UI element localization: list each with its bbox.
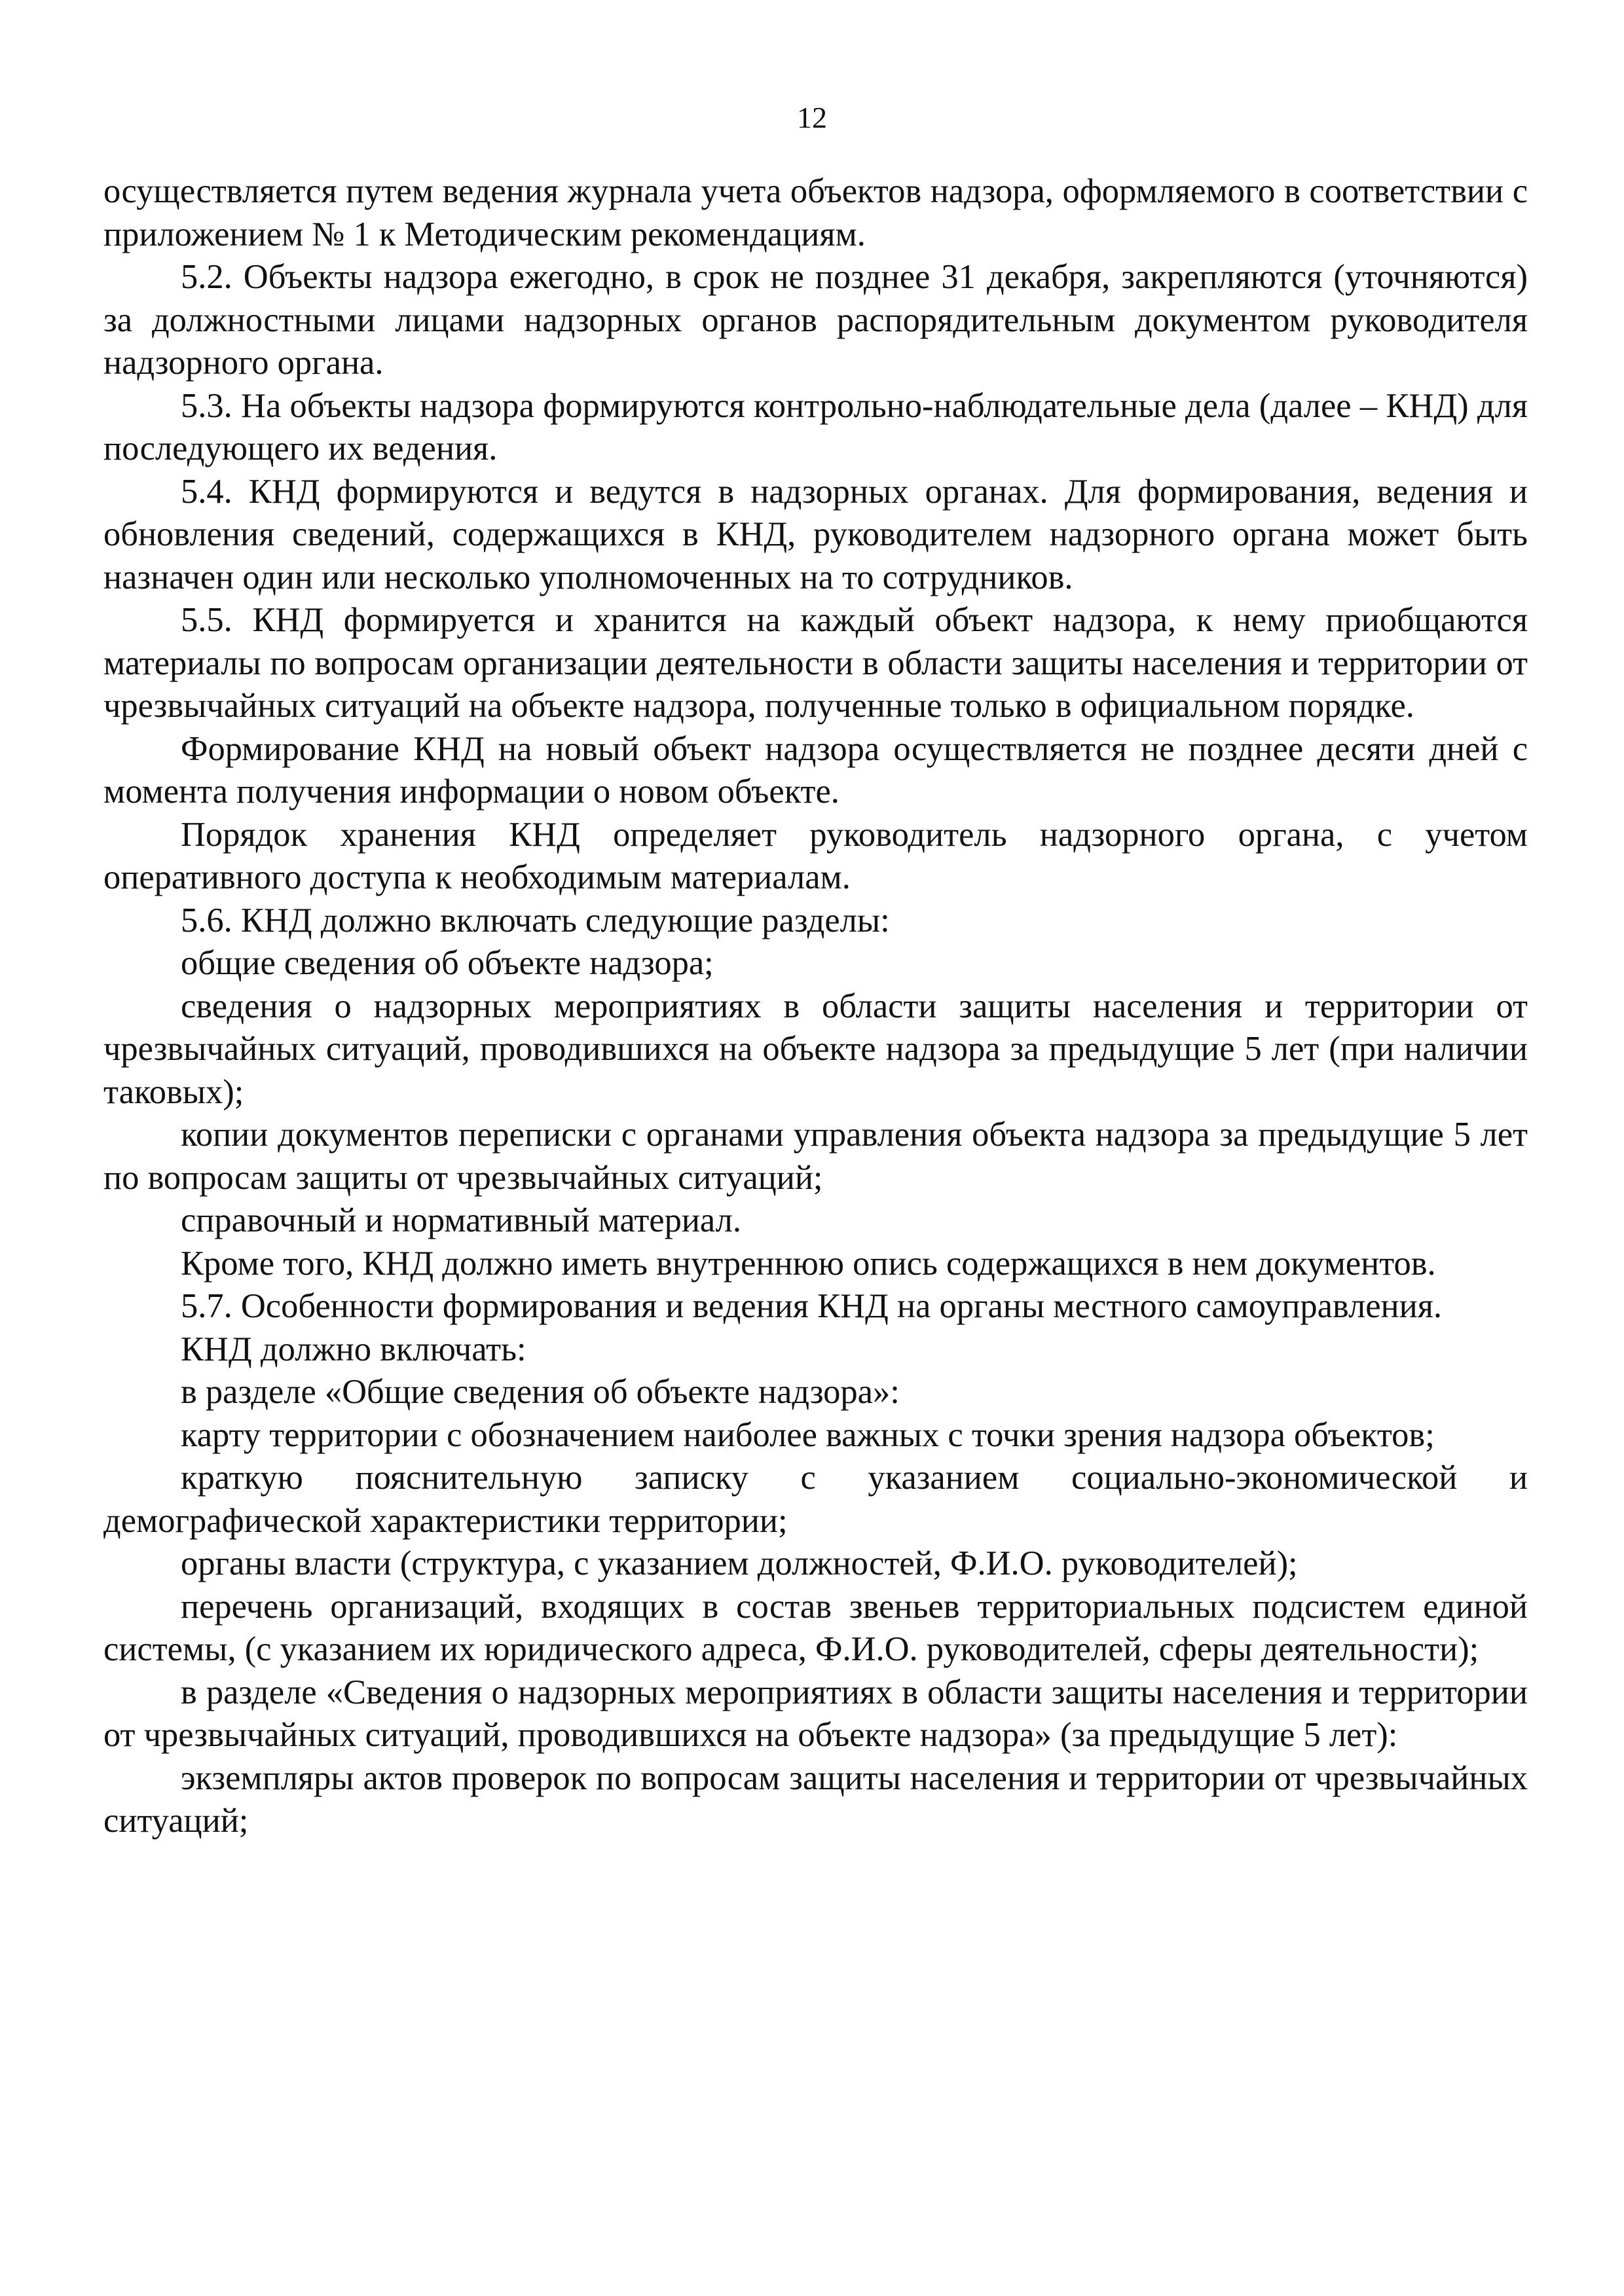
paragraph-5-2: 5.2. Объекты надзора ежегодно, в срок не позднее 31 декабря, закрепляются (уточняются) за должностными лицами надзорных органов распорядительным документом руководителя надзорного органа. [103,258,1528,382]
section-supervision-events: в разделе «Сведения о надзорных мероприятиях в области защиты населения и территории от чрезвычайных ситуаций, проводившихся на объекте надзора» (за предыдущие 5 лет): [103,1673,1528,1754]
list-item: справочный и нормативный материал. [181,1201,741,1239]
list-item: сведения о надзорных мероприятиях в области защиты населения и территории от чрезвычайных ситуаций, проводившихся на объекте надзора за предыдущие 5 лет (при наличии таковых); [103,987,1528,1111]
paragraph-storage: Порядок хранения КНД определяет руководитель надзорного органа, с учетом оперативного доступа к необходимым материалам. [103,815,1528,896]
paragraph-5-4: 5.4. КНД формируются и ведутся в надзорных органах. Для формирования, ведения и обновления сведений, содержащихся в КНД, руководителем надзорного органа может быть назначен один или несколько уполномоченных на то сотрудников. [103,472,1528,596]
list-item: перечень организаций, входящих в состав звеньев территориальных подсистем единой системы, (с указанием их юридического адреса, Ф.И.О. руководителей, сферы деятельности); [103,1587,1528,1668]
paragraph-knd-includes: КНД должно включать: [181,1330,526,1368]
paragraph-5-5: 5.5. КНД формируется и хранится на каждый объект надзора, к нему приобщаются материалы по вопросам организации деятельности в области защиты населения и территории от чрезвычайных ситуаций на объекте надзора, полученные только в официальном порядке. [103,601,1528,725]
list-item: органы власти (структура, с указанием должностей, Ф.И.О. руководителей); [181,1544,1298,1582]
paragraph-5-3: 5.3. На объекты надзора формируются контрольно-наблюдательные дела (далее – КНД) для последующего их ведения. [103,386,1528,467]
paragraph-5-6: 5.6. КНД должно включать следующие разделы: [181,901,890,939]
list-item: краткую пояснительную записку с указанием социально-экономической и демографической характеристики территории; [103,1459,1528,1540]
list-item: общие сведения об объекте надзора; [181,944,714,982]
page-number: 12 [797,101,827,134]
paragraph-5-7: 5.7. Особенности формирования и ведения КНД на органы местного самоуправления. [181,1287,1442,1325]
list-item: копии документов переписки с органами управления объекта надзора за предыдущие 5 лет по вопросам защиты от чрезвычайных ситуаций; [103,1116,1528,1197]
section-general-info: в разделе «Общие сведения об объекте надзора»: [181,1373,900,1411]
paragraph-formation: Формирование КНД на новый объект надзора осуществляется не позднее десяти дней с момента получения информации о новом объекте. [103,729,1528,811]
paragraph-continuation: осуществляется путем ведения журнала учета объектов надзора, оформляемого в соответствии с приложением № 1 к Методическим рекомендациям. [103,172,1528,253]
paragraph-inventory: Кроме того, КНД должно иметь внутреннюю опись содержащихся в нем документов. [181,1244,1436,1283]
list-item: экземпляры актов проверок по вопросам защиты населения и территории от чрезвычайных ситуаций; [103,1758,1528,1840]
document-body [103,170,1528,1843]
list-item: карту территории с обозначением наиболее важных с точки зрения надзора объектов; [181,1415,1435,1454]
